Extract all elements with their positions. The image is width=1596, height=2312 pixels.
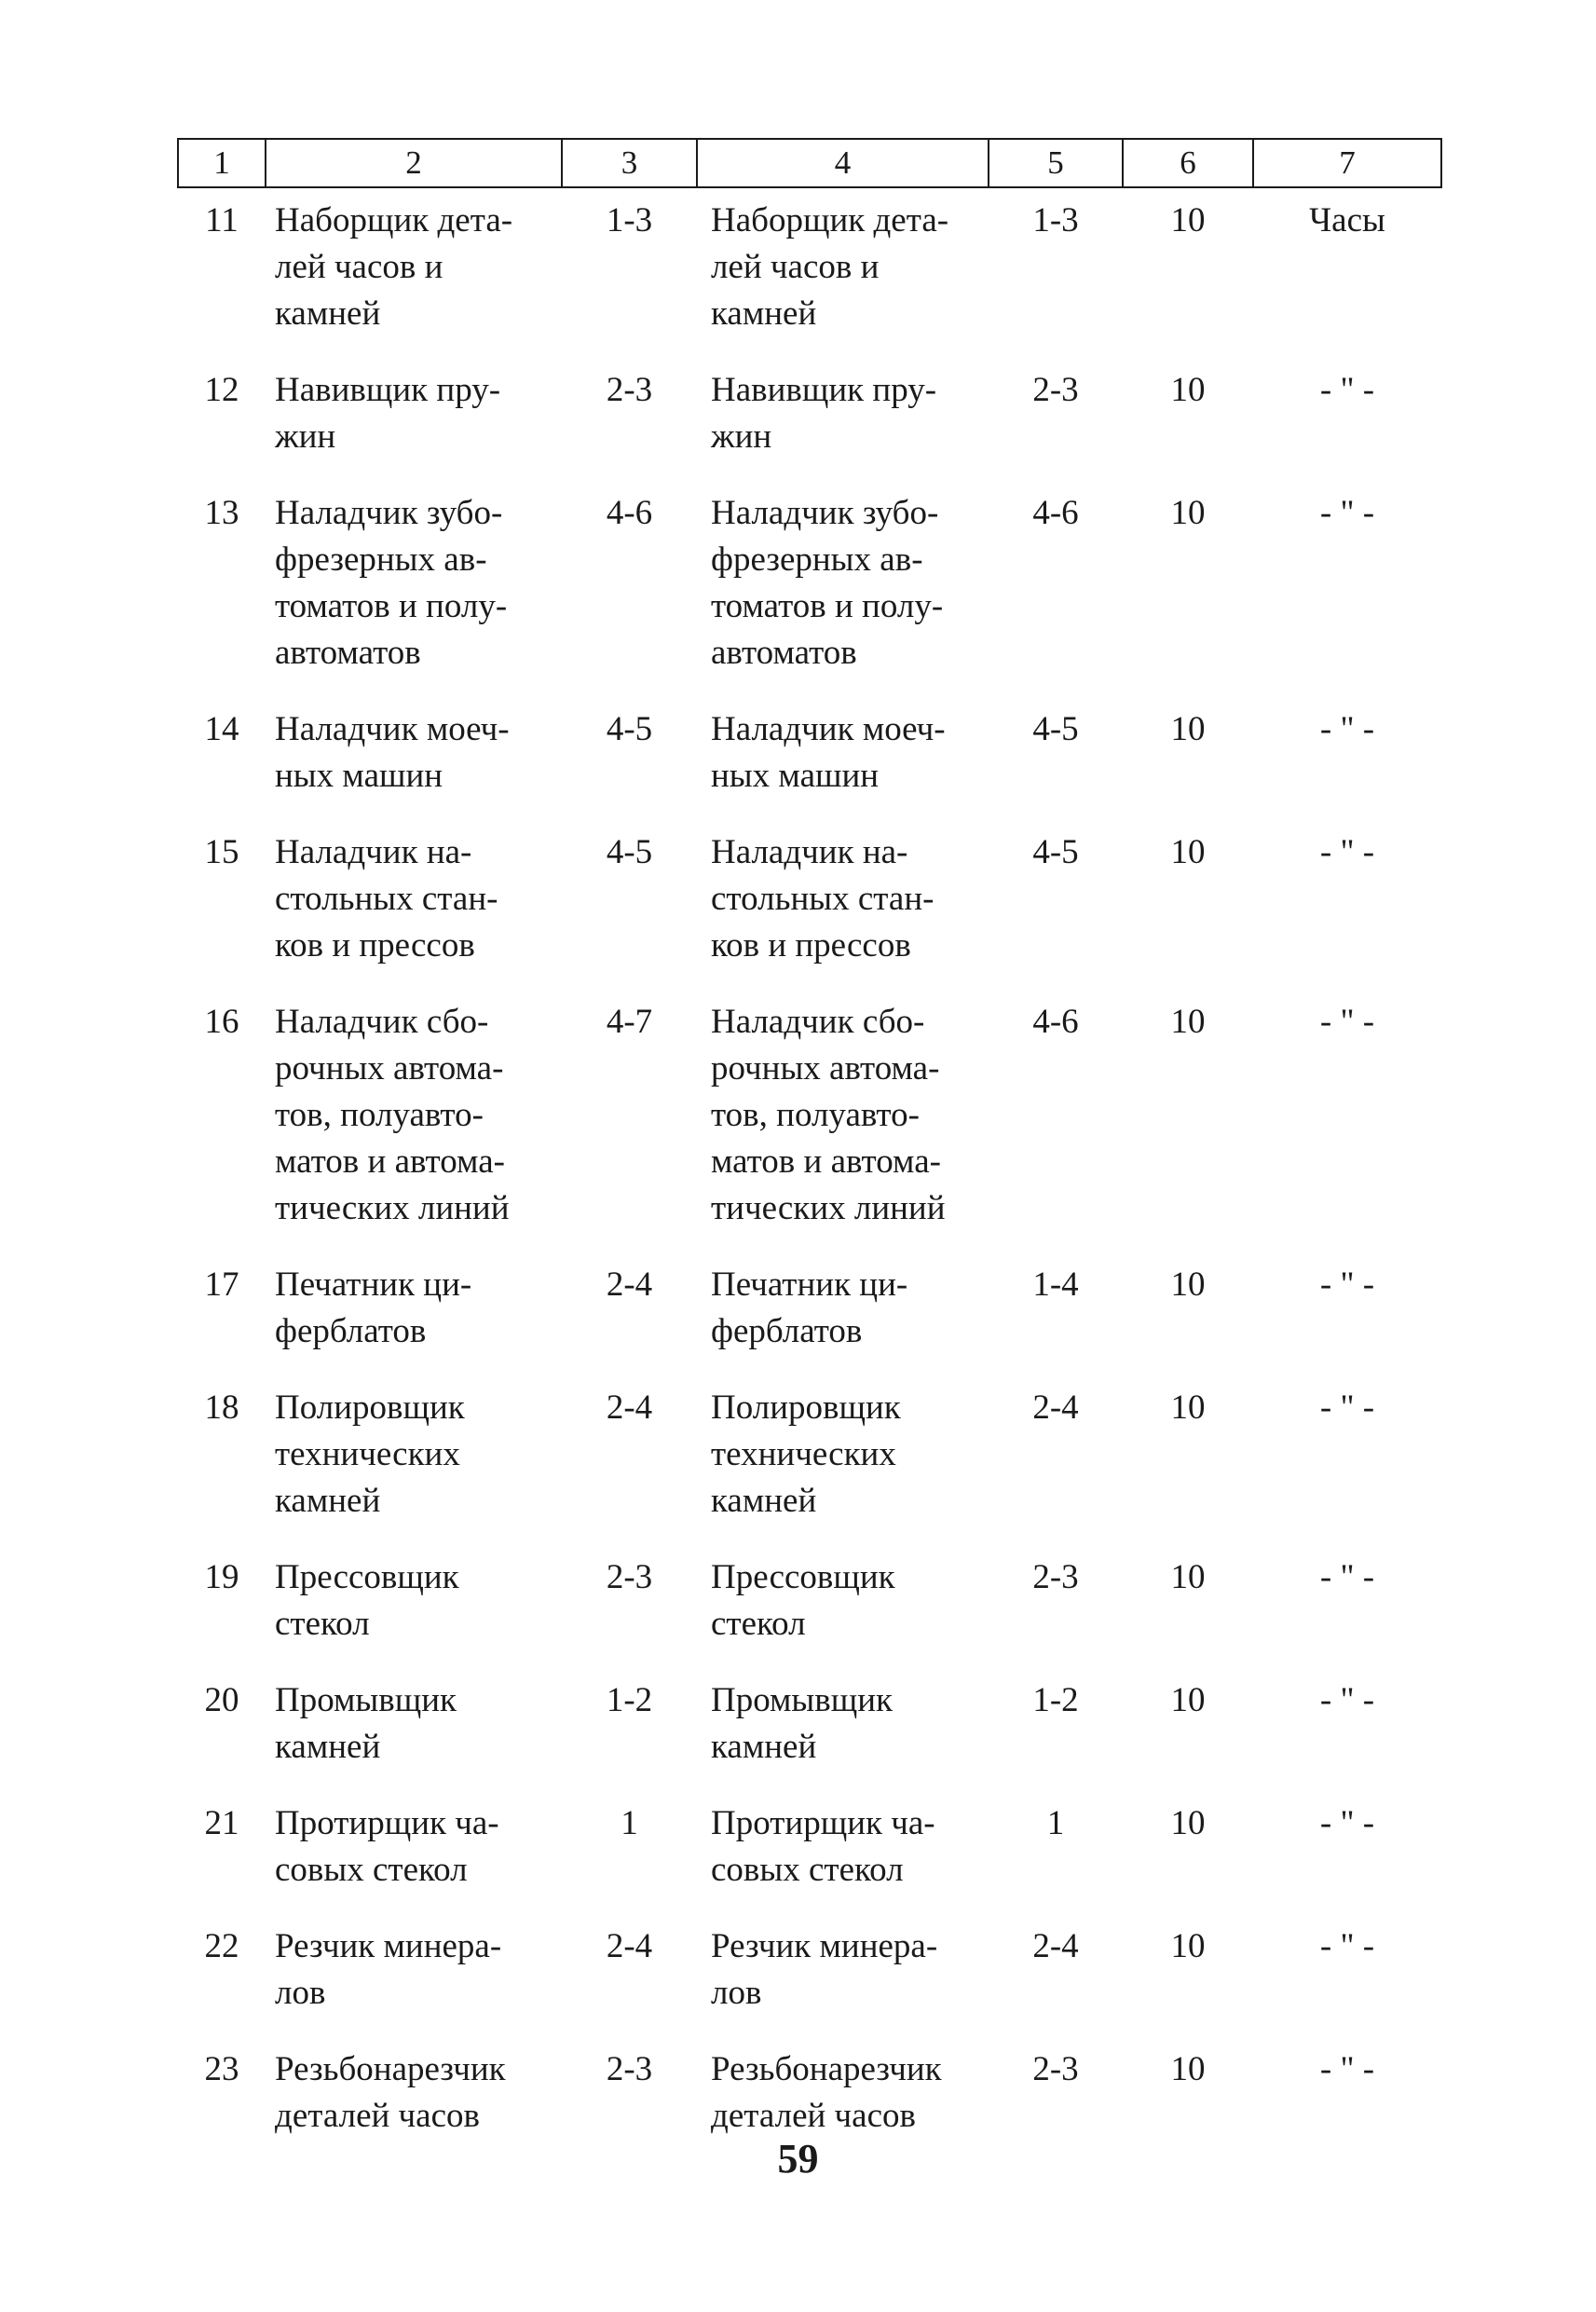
grade-range-equivalent-cell: 4-5 [1032,710,1079,748]
table-row [178,697,1441,820]
grade-range-equivalent-cell: 1-3 [1032,201,1079,239]
row-number-cell: 15 [204,833,239,871]
row-number-cell: 16 [204,1003,239,1041]
grade-range-equivalent-cell: 2-3 [1032,2050,1079,2088]
table-row [178,481,1441,697]
profession-equivalent-cell: Печатник ци- ферблатов [711,1265,908,1350]
percent-cell: 10 [1170,201,1206,239]
profession-cell: Наладчик зубо- фрезерных ав- томатов и полу- автоматов [275,494,508,672]
note-cell: Часы [1309,201,1385,239]
profession-cell: Полировщик технических камней [275,1389,465,1520]
table-body [178,187,1441,2160]
grade-range-cell: 2-4 [606,1927,653,1965]
column-header-1: 1 [178,139,266,187]
column-header-3: 3 [562,139,697,187]
page-number: 59 [777,2136,819,2182]
grade-range-equivalent-cell: 1-4 [1032,1265,1079,1304]
profession-equivalent-cell: Промывщик камней [711,1681,893,1766]
note-cell: - " - [1319,494,1375,532]
row-number-cell: 19 [204,1558,239,1596]
percent-cell: 10 [1170,1804,1206,1842]
profession-cell: Навивщик пру- жин [275,371,501,456]
profession-cell: Печатник ци- ферблатов [275,1265,472,1350]
grade-range-cell: 1-3 [606,201,653,239]
profession-equivalent-cell: Резчик минера- лов [711,1927,938,2012]
row-number-cell: 20 [204,1681,239,1719]
profession-equivalent-cell: Наладчик сбо- рочных автома- тов, полуавто- матов и автома- тических линий [711,1003,946,1227]
grade-range-cell: 2-4 [606,1389,653,1427]
percent-cell: 10 [1170,2050,1206,2088]
row-number-cell: 12 [204,371,239,409]
row-number-cell: 11 [205,201,239,239]
note-cell: - " - [1319,1927,1375,1965]
profession-equivalent-cell: Полировщик технических камней [711,1389,901,1520]
table-row [178,1791,1441,1914]
table-row [178,990,1441,1252]
grade-range-cell: 2-3 [606,2050,653,2088]
row-number-cell: 21 [204,1804,239,1842]
note-cell: - " - [1319,1804,1375,1842]
percent-cell: 10 [1170,1558,1206,1596]
header-row [178,139,1441,187]
note-cell: - " - [1319,2050,1375,2088]
profession-cell: Прессовщик стекол [275,1558,459,1643]
profession-cell: Наладчик сбо- рочных автома- тов, полуавто- матов и автома- тических линий [275,1003,510,1227]
percent-cell: 10 [1170,1265,1206,1304]
grade-range-cell: 2-3 [606,1558,653,1596]
table-row [178,187,1441,358]
table-header [178,139,1441,187]
note-cell: - " - [1319,1681,1375,1719]
profession-cell: Наладчик моеч- ных машин [275,710,510,795]
grade-range-equivalent-cell: 1 [1046,1804,1065,1842]
note-cell: - " - [1319,710,1375,748]
column-header-4: 4 [697,139,989,187]
note-cell: - " - [1319,1265,1375,1304]
profession-equivalent-cell: Протирщик ча- совых стекол [711,1804,935,1889]
grade-range-cell: 1 [621,1804,638,1842]
percent-cell: 10 [1170,1003,1206,1041]
percent-cell: 10 [1170,1681,1206,1719]
note-cell: - " - [1319,1389,1375,1427]
note-cell: - " - [1319,1003,1375,1041]
profession-equivalent-cell: Наладчик моеч- ных машин [711,710,946,795]
profession-table [177,138,1442,2160]
profession-cell: Резьбонарезчик деталей часов [275,2050,506,2135]
percent-cell: 10 [1170,494,1206,532]
percent-cell: 10 [1170,833,1206,871]
grade-range-cell: 2-3 [606,371,653,409]
profession-equivalent-cell: Прессовщик стекол [711,1558,895,1643]
column-header-7: 7 [1253,139,1441,187]
note-cell: - " - [1319,371,1375,409]
grade-range-equivalent-cell: 2-3 [1032,371,1079,409]
grade-range-equivalent-cell: 2-4 [1032,1389,1079,1427]
grade-range-cell: 4-5 [606,833,653,871]
percent-cell: 10 [1170,1389,1206,1427]
percent-cell: 10 [1170,371,1206,409]
percent-cell: 10 [1170,710,1206,748]
table-row [178,358,1441,481]
table-row [178,1668,1441,1791]
profession-cell: Наборщик дета- лей часов и камней [275,201,513,333]
profession-cell: Наладчик на- стольных стан- ков и прессов [275,833,498,964]
note-cell: - " - [1319,833,1375,871]
percent-cell: 10 [1170,1927,1206,1965]
table-row [178,1545,1441,1668]
row-number-cell: 23 [204,2050,239,2088]
row-number-cell: 22 [204,1927,239,1965]
grade-range-cell: 4-6 [606,494,653,532]
grade-range-cell: 4-5 [606,710,653,748]
column-header-5: 5 [989,139,1123,187]
note-cell: - " - [1319,1558,1375,1596]
row-number-cell: 14 [204,710,239,748]
row-number-cell: 18 [204,1389,239,1427]
grade-range-equivalent-cell: 4-6 [1032,494,1079,532]
grade-range-equivalent-cell: 4-6 [1032,1003,1079,1041]
column-header-2: 2 [266,139,562,187]
column-header-6: 6 [1123,139,1253,187]
table-row [178,1914,1441,2037]
table-row [178,820,1441,990]
grade-range-cell: 4-7 [606,1003,653,1041]
profession-equivalent-cell: Наладчик зубо- фрезерных ав- томатов и полу- автоматов [711,494,944,672]
grade-range-equivalent-cell: 2-4 [1032,1927,1079,1965]
profession-equivalent-cell: Навивщик пру- жин [711,371,937,456]
grade-range-cell: 1-2 [606,1681,653,1719]
profession-equivalent-cell: Наборщик дета- лей часов и камней [711,201,949,333]
table-row [178,1375,1441,1545]
profession-cell: Резчик минера- лов [275,1927,502,2012]
grade-range-equivalent-cell: 1-2 [1032,1681,1079,1719]
profession-cell: Промывщик камней [275,1681,457,1766]
grade-range-equivalent-cell: 4-5 [1032,833,1079,871]
grade-range-equivalent-cell: 2-3 [1032,1558,1079,1596]
grade-range-cell: 2-4 [606,1265,653,1304]
row-number-cell: 17 [204,1265,239,1304]
profession-cell: Протирщик ча- совых стекол [275,1804,499,1889]
table-row [178,1252,1441,1375]
profession-equivalent-cell: Резьбонарезчик деталей часов [711,2050,942,2135]
profession-equivalent-cell: Наладчик на- стольных стан- ков и прессов [711,833,934,964]
row-number-cell: 13 [204,494,239,532]
